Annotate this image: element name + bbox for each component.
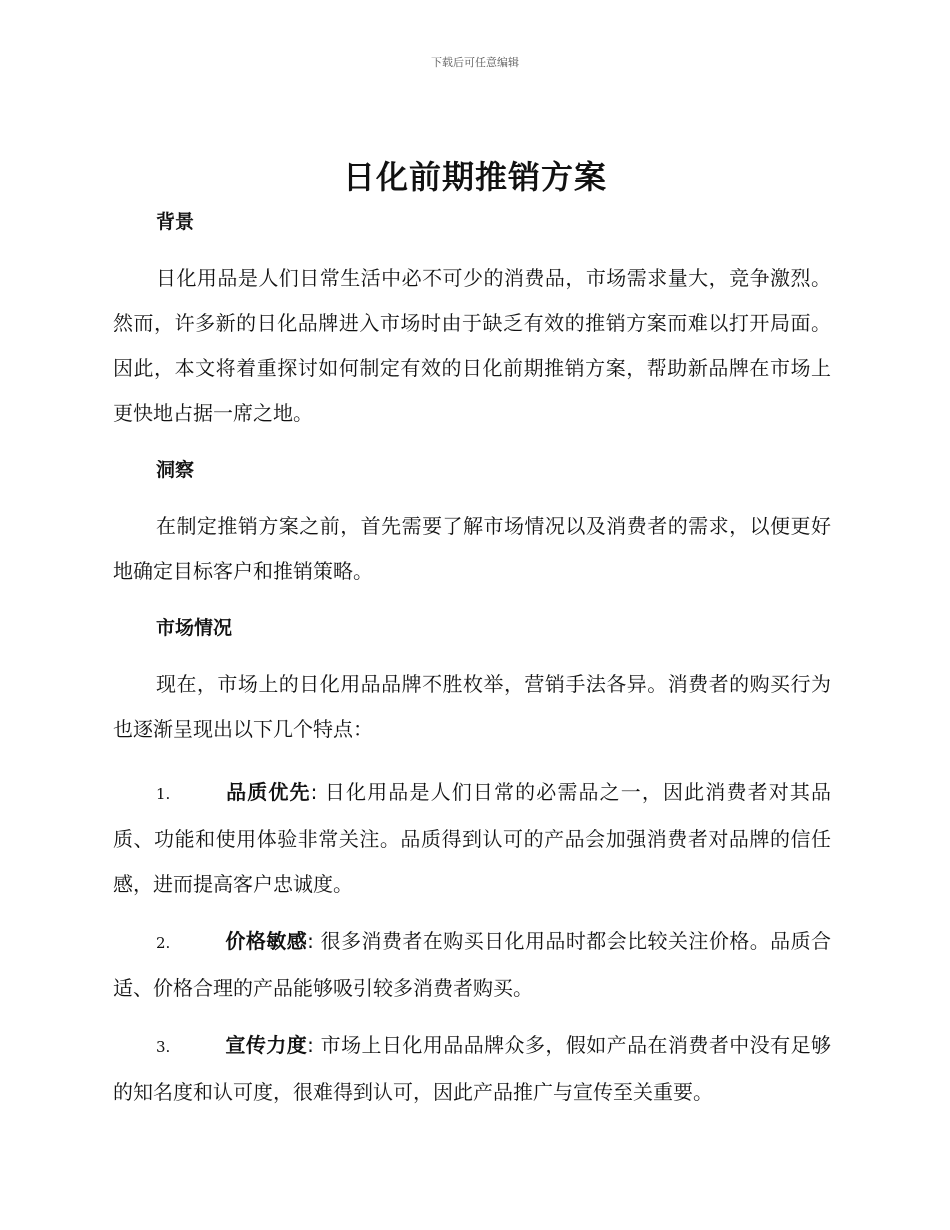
list-item bbox=[113, 770, 831, 907]
list-item-text: : 很多消费者在购买日化用品时都会比较关注价格。品质合适、价格合理的产品能够吸引较多消费者购买。 bbox=[113, 929, 831, 1000]
section-heading-market: 市场情况 bbox=[156, 617, 233, 639]
list-item-text: : 日化用品是人们日常的必需品之一，因此消费者对其品质、功能和使用体验非常关注。品质得到认可的产品会加强消费者对品牌的信任感，进而提高客户忠诚度。 bbox=[113, 780, 831, 896]
list-item bbox=[113, 1023, 831, 1115]
list-item bbox=[113, 919, 831, 1011]
document-title: 日化前期推销方案 bbox=[342, 158, 607, 196]
page-header-note: 下载后可任意编辑 bbox=[431, 56, 519, 69]
insight-paragraph: 在制定推销方案之前，首先需要了解市场情况以及消费者的需求，以便更好地确定目标客户和推销策略。 bbox=[113, 514, 831, 583]
list-item-number: 1. bbox=[156, 785, 171, 803]
list-item-term: 宣传力度 bbox=[225, 1033, 308, 1057]
section-heading-background: 背景 bbox=[156, 211, 195, 233]
list-item-text: : 市场上日化用品品牌众多，假如产品在消费者中没有足够的知名度和认可度，很难得到认可，因此产品推广与宣传至关重要。 bbox=[113, 1033, 831, 1104]
list-item-number: 3. bbox=[156, 1038, 171, 1056]
list-item-number: 2. bbox=[156, 934, 171, 952]
background-paragraph: 日化用品是人们日常生活中必不可少的消费品，市场需求量大，竞争激烈。然而，许多新的日化品牌进入市场时由于缺乏有效的推销方案而难以打开局面。因此，本文将着重探讨如何制定有效的日化前期推销方案，帮助新品牌在市场上更快地占据一席之地。 bbox=[113, 266, 831, 425]
document-body bbox=[113, 206, 831, 1115]
market-paragraph: 现在，市场上的日化用品品牌不胜枚举，营销手法各异。消费者的购买行为也逐渐呈现出以下几个特点： bbox=[113, 672, 831, 741]
list-item-term: 品质优先 bbox=[225, 780, 311, 804]
list-item-term: 价格敏感 bbox=[225, 929, 308, 953]
section-heading-insight: 洞察 bbox=[156, 459, 195, 481]
